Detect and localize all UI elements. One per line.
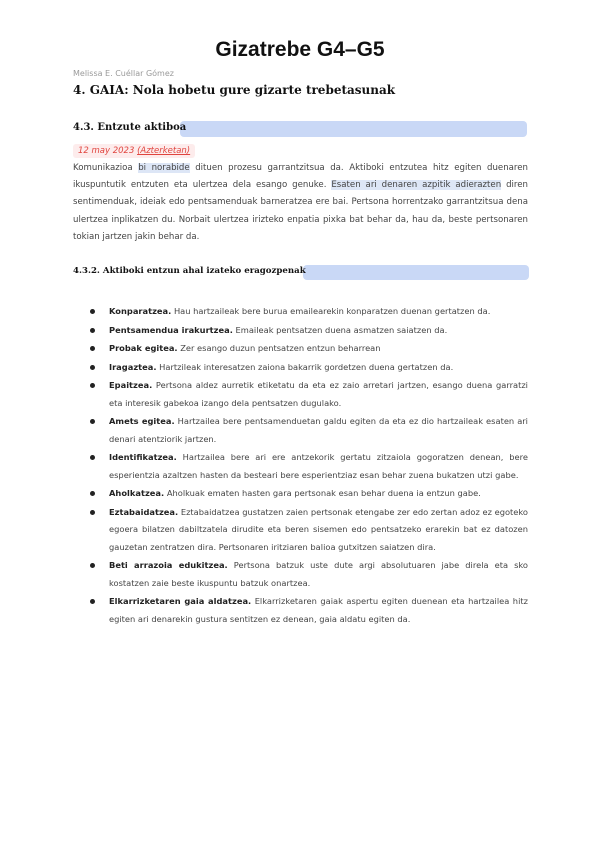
bullet-icon xyxy=(90,383,95,388)
item-term: Amets egitea. xyxy=(109,416,175,426)
bullet-icon xyxy=(90,455,95,460)
list-item xyxy=(88,359,528,377)
date-tag[interactable] xyxy=(73,144,195,158)
item-text: Aholkuak ematen hasten gara pertsonak esan behar duena ia entzun gabe. xyxy=(166,488,481,498)
bullet-icon xyxy=(90,563,95,568)
list-item xyxy=(88,485,528,503)
exam-link[interactable]: (Azterketan) xyxy=(137,146,191,156)
document-title: Gizatrebe G4–G5 xyxy=(215,38,385,61)
list-item xyxy=(88,377,528,412)
item-term: Elkarrizketaren gaia aldatzea. xyxy=(109,596,252,606)
list-item xyxy=(88,413,528,448)
paragraph-text: diren sentimenduak, ideiak edo pentsamenduak barneratzea ere bai. Pertsona horrentzako garrantzitsua dena ulertzea inplikatzen du. Norbait ulertzea irizteko enpatia pixka bat behar da, hau da, beste pertsonaren tokian jartzen jakin behar da. xyxy=(73,180,528,242)
item-text: Pertsona batzuk uste dute argi absolutuaren jabe direla eta sko kostatzen zaie beste ikuspuntu batzuk onartzea. xyxy=(109,560,529,588)
list-item xyxy=(88,449,528,484)
item-text: Zer esango duzun pentsatzen entzun beharrean xyxy=(180,343,381,353)
list-item xyxy=(88,340,528,358)
date-text: 12 may 2023 xyxy=(78,146,135,156)
section-heading: 4.3. Entzute aktiboa xyxy=(73,122,187,133)
list-item xyxy=(88,322,528,340)
item-text: Elkarrizketaren gaiak aspertu egiten duenean eta hartzailea hitz egiten ari denarekin gustura sentitzen ez denean, gaia aldatu egiten da. xyxy=(109,596,528,624)
item-text: Hau hartzaileak bere burua emailearekin konparatzen duenan gertatzen da. xyxy=(173,306,491,316)
subheading-highlight-bar xyxy=(303,265,529,280)
bullet-icon xyxy=(90,346,95,351)
bullet-icon xyxy=(90,365,95,370)
obstacles-list xyxy=(88,303,528,629)
bullet-icon xyxy=(90,510,95,515)
bullet-icon xyxy=(90,599,95,604)
bullet-icon xyxy=(90,491,95,496)
list-item xyxy=(88,504,528,557)
item-text: Pertsona aldez aurretik etiketatu da eta ez zaio arretari jartzen, esango duena garratzi eta interesik gabekoa izango dela pentsatzen dugulako. xyxy=(109,380,528,408)
bullet-icon xyxy=(90,328,95,333)
item-text: Eztabaidatzea gustatzen zaien pertsonak etengabe zer edo zertan adoz ez egoteko egoera bilatzen dabiltzatela dirudite eta beren sisemen edo pentsatzeko erarekin bat ez datozen gauzetan zentratzen dira. Pertsonaren iritziaren balioa gutxitzen saiatzen dira. xyxy=(109,506,528,552)
bullet-icon xyxy=(90,309,95,314)
subsection-heading: 4.3.2. Aktiboki entzun ahal izateko eragozpenak xyxy=(73,266,306,276)
item-term: Konparatzea. xyxy=(109,306,172,316)
item-text: Hartzailea bere pentsamenduetan galdu egiten da eta ez dio hartzaileak esaten ari denari atentziorik jartzen. xyxy=(109,416,528,444)
unit-heading: 4. GAIA: Nola hobetu gure gizarte trebetasunak xyxy=(73,83,396,97)
author-name: Melissa E. Cuéllar Gómez xyxy=(73,69,174,78)
item-term: Beti arrazoia edukitzea. xyxy=(109,560,228,570)
highlighted-text: Esaten ari denaren azpitik adierazten xyxy=(331,180,502,191)
item-term: Aholkatzea. xyxy=(109,488,165,498)
item-term: Epaitzea. xyxy=(109,380,153,390)
highlighted-text: bi norabide xyxy=(138,163,190,173)
paragraph-text: Komunikazioa xyxy=(73,163,139,173)
list-item xyxy=(88,557,528,592)
list-item xyxy=(88,593,528,628)
item-term: Probak egitea. xyxy=(109,343,178,353)
item-text: Emaileak pentsatzen duena asmatzen saiatzen da. xyxy=(235,324,448,335)
item-term: Eztabaidatzea. xyxy=(109,506,179,517)
item-term: Pentsamendua irakurtzea. xyxy=(109,324,233,335)
list-item xyxy=(88,303,528,321)
heading-highlight-bar xyxy=(180,121,527,137)
intro-paragraph xyxy=(73,160,528,246)
item-text: Hartzileak interesatzen zaiona bakarrik gordetzen duena gertatzen da. xyxy=(159,361,454,372)
bullet-icon xyxy=(90,419,95,424)
paragraph-text: dituen prozesu garrantzitsua da. Aktiboki entzutea hitz egiten duenaren ikuspuntutik entzuten eta ulertzea dela esango genuke. xyxy=(73,163,528,191)
item-text: Hartzailea bere ari ere antzekorik gertatu zitzaiola gogoratzen denean, bere esperientzia azaltzen hasten da besteari bere esperientziaz esan behar zuena bukatzen utzi gabe. xyxy=(109,452,528,480)
item-term: Identifikatzea. xyxy=(109,452,177,462)
item-term: Iragaztea. xyxy=(109,361,157,372)
